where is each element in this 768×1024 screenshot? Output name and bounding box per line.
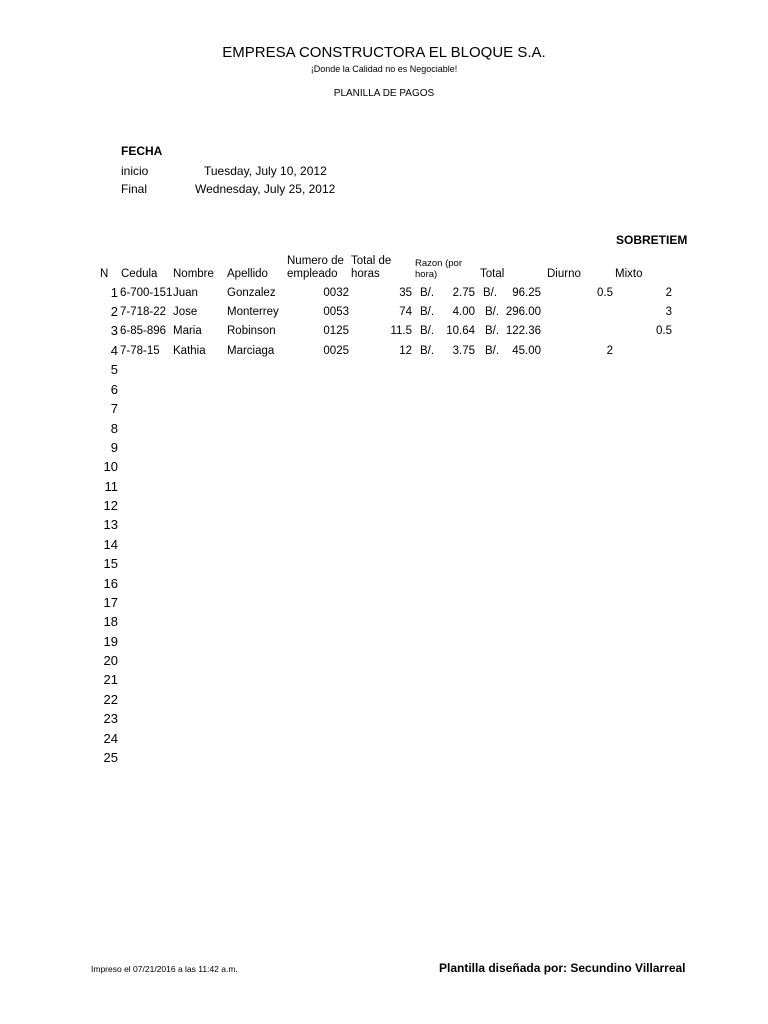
extra-cell: 2 [665,287,672,299]
row-number: 8 [110,421,118,436]
nombre-cell: Maria [173,325,202,337]
apellido-cell: Monterrey [227,306,279,318]
row-number: 4 [110,343,118,358]
total-currency-cell: B/. [485,345,500,357]
apellido-cell: Gonzalez [227,287,276,299]
razon-currency-cell: B/. [420,325,435,337]
row-number: 5 [110,362,118,377]
cedula-cell: 6-85-896 [120,325,167,337]
mixto-cell: 0.5 [597,287,613,299]
col-horas-header-line1: Total de [351,255,392,267]
horas-cell: 35 [399,287,412,299]
row-number: 24 [103,731,118,746]
row-number: 10 [103,459,118,474]
apellido-cell: Marciaga [227,345,275,357]
start-date-label: inicio [121,164,149,178]
row-number: 7 [110,401,118,416]
row-number: 11 [104,479,118,494]
row-number: 15 [103,556,118,571]
row-number: 20 [103,653,118,668]
cedula-cell: 7-78-15 [120,345,160,357]
row-number: 14 [103,537,118,552]
company-slogan: ¡Donde la Calidad no es Negociable! [310,64,458,74]
fecha-label: FECHA [121,144,163,158]
col-razon-header-line1: Razon (por [415,258,462,269]
end-date-label: Final [121,182,148,196]
razon-cell: 10.64 [446,325,475,337]
col-n-header: N [100,268,109,280]
row-number: 23 [103,711,118,726]
row-number: 6 [110,382,118,397]
numero-cell: 0025 [323,345,349,357]
total-currency-cell: B/. [485,325,500,337]
col-diurno-header: Diurno [547,268,581,280]
total-currency-cell: B/. [483,287,498,299]
row-number: 16 [103,576,118,591]
total-currency-cell: B/. [485,306,500,318]
designer-credit: Plantilla diseñada por: Secundino Villarreal [439,961,686,975]
nombre-cell: Kathia [173,345,206,357]
numero-cell: 0032 [323,287,349,299]
col-nombre-header: Nombre [173,268,214,280]
extra-cell: 3 [665,306,672,318]
extra-cell: 0.5 [656,325,672,337]
row-number: 13 [103,517,118,532]
col-razon-header-line2: hora) [415,269,438,280]
row-number: 1 [110,285,118,300]
company-title: EMPRESA CONSTRUCTORA EL BLOQUE S.A. [222,44,546,61]
row-number: 3 [110,323,118,338]
col-cedula-header: Cedula [121,268,158,280]
row-number: 19 [103,634,118,649]
row-number: 2 [110,304,118,319]
horas-cell: 74 [399,306,412,318]
razon-cell: 4.00 [452,306,475,318]
document-subtitle: PLANILLA DE PAGOS [333,88,435,99]
col-mixto-header: Mixto [615,268,643,280]
print-timestamp: Impreso el 07/21/2016 a las 11:42 a.m. [91,964,238,974]
col-numero-header-line2: empleado [287,268,338,280]
numero-cell: 0125 [323,325,349,337]
razon-cell: 2.75 [452,287,475,299]
end-date-value: Wednesday, July 25, 2012 [195,182,336,196]
cedula-cell: 7-718-22 [120,306,167,318]
col-numero-header-line1: Numero de [287,255,344,267]
horas-cell: 12 [399,345,412,357]
row-number: 18 [103,614,118,629]
total-cell: 96.25 [512,287,541,299]
razon-currency-cell: B/. [420,287,435,299]
row-number: 12 [103,498,118,513]
total-cell: 45.00 [512,345,541,357]
total-cell: 122.36 [505,325,541,337]
razon-cell: 3.75 [452,345,475,357]
overtime-heading: SOBRETIEM [616,233,688,247]
nombre-cell: Juan [173,287,198,299]
diurno-cell: 2 [606,345,613,357]
col-horas-header-line2: horas [351,268,380,280]
apellido-cell: Robinson [227,325,276,337]
row-number: 9 [110,440,118,455]
razon-currency-cell: B/. [420,306,435,318]
horas-cell: 11.5 [390,325,412,337]
total-cell: 296.00 [505,306,541,318]
nombre-cell: Jose [173,306,198,318]
row-number: 22 [103,692,118,707]
row-number: 17 [103,595,118,610]
col-apellido-header: Apellido [227,268,268,280]
row-number: 25 [103,750,118,765]
razon-currency-cell: B/. [420,345,435,357]
row-number: 21 [103,672,118,687]
numero-cell: 0053 [323,306,349,318]
col-total-header: Total [480,268,505,280]
start-date-value: Tuesday, July 10, 2012 [204,164,327,178]
cedula-cell: 6-700-151 [120,287,173,299]
